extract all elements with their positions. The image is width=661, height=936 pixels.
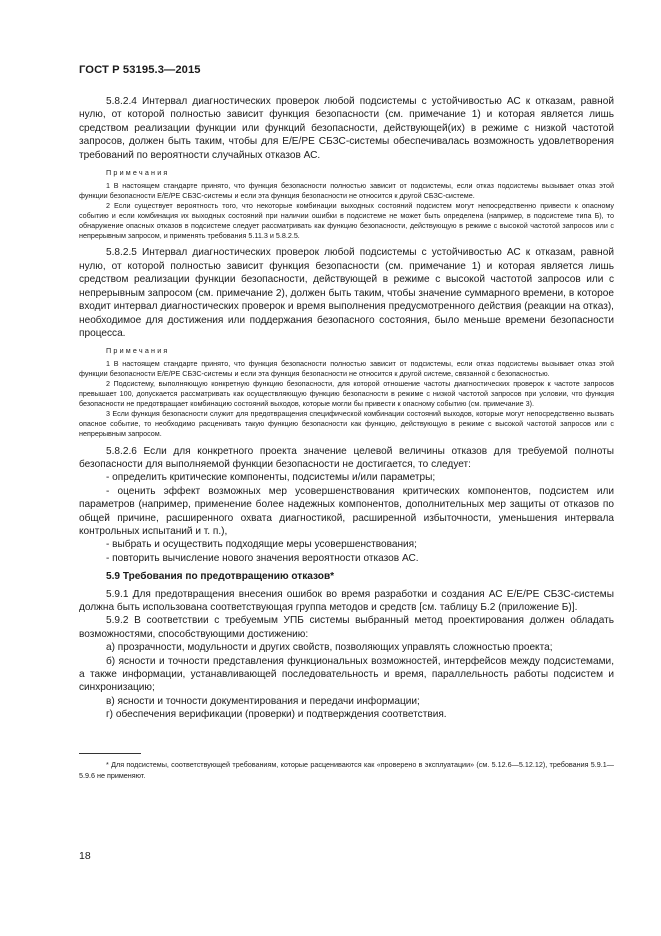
paragraph-5-8-2-6: 5.8.2.6 Если для конкретного проекта значение целевой величины отказов для требуемой полноты безопасности для выполняемой функции безопасности не достигается, то следует: xyxy=(79,445,614,470)
notes-heading: Примечания xyxy=(106,346,170,356)
notes-heading: Примечания xyxy=(106,168,170,178)
list-item: в) ясности и точности документирования и передачи информации; xyxy=(106,695,420,707)
list-item: - оценить эффект возможных мер усовершенствования критических компонентов, подсистем или параметров (например, применение более надежных компонентов, дополнительных мер защиты от отказов по общей причине, расширенного охвата диагностикой, расширенной избыточности, уменьшения интервала контрольных испытаний и т. п.), xyxy=(79,485,614,537)
note-item: 2 Подсистему, выполняющую конкретную функцию безопасности, для которой отношение частоты диагностических проверок к частоте запросов превышает 100, допускается рассматривать как осуществляющую функцию безопасности в режиме с низкой частотой запросов при условии, что функция безопасности не предотвращает комбинацию состояний выходов, которые могли бы привести к опасному событию (см. примечание 3). xyxy=(79,379,614,408)
list-item: б) ясности и точности представления функциональных возможностей, интерфейсов между подсистемами, а также информации, устанавливающей последовательность и время, параллельность работы подсистем и синхронизацию; xyxy=(79,655,614,694)
page-body xyxy=(79,95,614,722)
list-item: а) прозрачности, модульности и других свойств, позволяющих управлять сложностью проекта; xyxy=(106,642,553,654)
note-item: 1 В настоящем стандарте принято, что функция безопасности полностью зависит от подсистемы, если отказ подсистемы вызывает отказ этой функции безопасности E/E/PE СБЗС-системы и если эта функция безопасности не относится к другой СБЗС-системе. xyxy=(79,181,614,200)
footnote-separator xyxy=(79,753,141,754)
paragraph-5-9-2: 5.9.2 В соответствии с требуемым УПБ системы выбранный метод проектирования должен обладать возможностями, способствующими достижению: xyxy=(79,615,614,640)
page-number: 18 xyxy=(79,850,91,862)
page-header: ГОСТ Р 53195.3—2015 xyxy=(79,64,201,76)
paragraph-5-9-1: 5.9.1 Для предотвращения внесения ошибок во время разработки и создания АС E/E/PE СБЗС-системы должна быть использована соответствующая группа методов и средств [см. таблицу Б.2 (приложение Б)]. xyxy=(79,588,614,614)
paragraph-5-8-2-4: 5.8.2.4 Интервал диагностических проверок любой подсистемы с устойчивостью АС к отказам, равной нулю, от которой полностью зависит функция безопасности (см. примечание 1) и которая является лишь средством реализации функции или функций безопасности, действующей(их) в режиме с низкой частотой запросов, должен быть таким, чтобы для E/E/PE СБЗС-системы обеспечивалась возможность удовлетворения требований по вероятности случайных отказов АС. xyxy=(79,96,614,161)
paragraph-5-8-2-5: 5.8.2.5 Интервал диагностических проверок любой подсистемы с устойчивостью АС к отказам, равной нулю, от которой полностью зависит функция безопасности (см. примечание 1) и которая является лишь средством реализации функции безопасности, действующей в режиме с высокой частотой запросов или с непрерывным запросом (см. примечание 2), должен быть таким, чтобы значение суммарного времени, в которое входит интервал диагностических проверок и время выполнения предусмотренного действия (реакции на отказ), необходимое для достижения или поддержания безопасного состояния, было меньше времени безопасности процесса. xyxy=(79,247,614,339)
note-item: 2 Если существует вероятность того, что некоторые комбинации выходных состояний подсистем могут непосредственно привести к опасному событию и если комбинация их выходных состояний при наличии ошибки в подсистеме не может быть определена (например, в подсистеме типа Б), то обнаружение опасных отказов в подсистеме следует рассматривать как функцию безопасности, действующую в режиме с высокой частотой запросов или с непрерывным запросом, и применять требования 5.11.3 и 5.8.2.5. xyxy=(79,200,614,240)
section-heading-5-9: 5.9 Требования по предотвращению отказов* xyxy=(106,571,335,583)
note-item: 3 Если функция безопасности служит для предотвращения специфической комбинации состояний выходов, которые могут непосредственно вызвать опасное событие, то необходимо расценивать такую функцию безопасности как функцию, действующую в режиме с высокой частотой запросов или с непрерывным запросом. xyxy=(79,408,614,438)
footnote xyxy=(79,760,614,781)
list-item: - выбрать и осуществить подходящие меры усовершенствования; xyxy=(106,539,417,551)
footnote-text: * Для подсистемы, соответствующей требованиям, которые расцениваются как «проверено в эксплуатации» (см. 5.12.6—5.12.12), требования 5.9.1—5.9.6 не применяют. xyxy=(79,760,614,780)
list-item: г) обеспечения верификации (проверки) и подтверждения соответствия. xyxy=(106,709,447,721)
list-item: - повторить вычисление нового значения вероятности отказов АС. xyxy=(106,552,419,564)
list-item: - определить критические компоненты, подсистемы и/или параметры; xyxy=(106,472,436,484)
note-item: 1 В настоящем стандарте принято, что функция безопасности полностью зависит от подсистемы, если отказ подсистемы вызывает отказ этой функции безопасности E/E/PE СБЗС-системы и если эта функция безопасности не относится к другой системе, связанной с безопасностью. xyxy=(79,359,614,379)
